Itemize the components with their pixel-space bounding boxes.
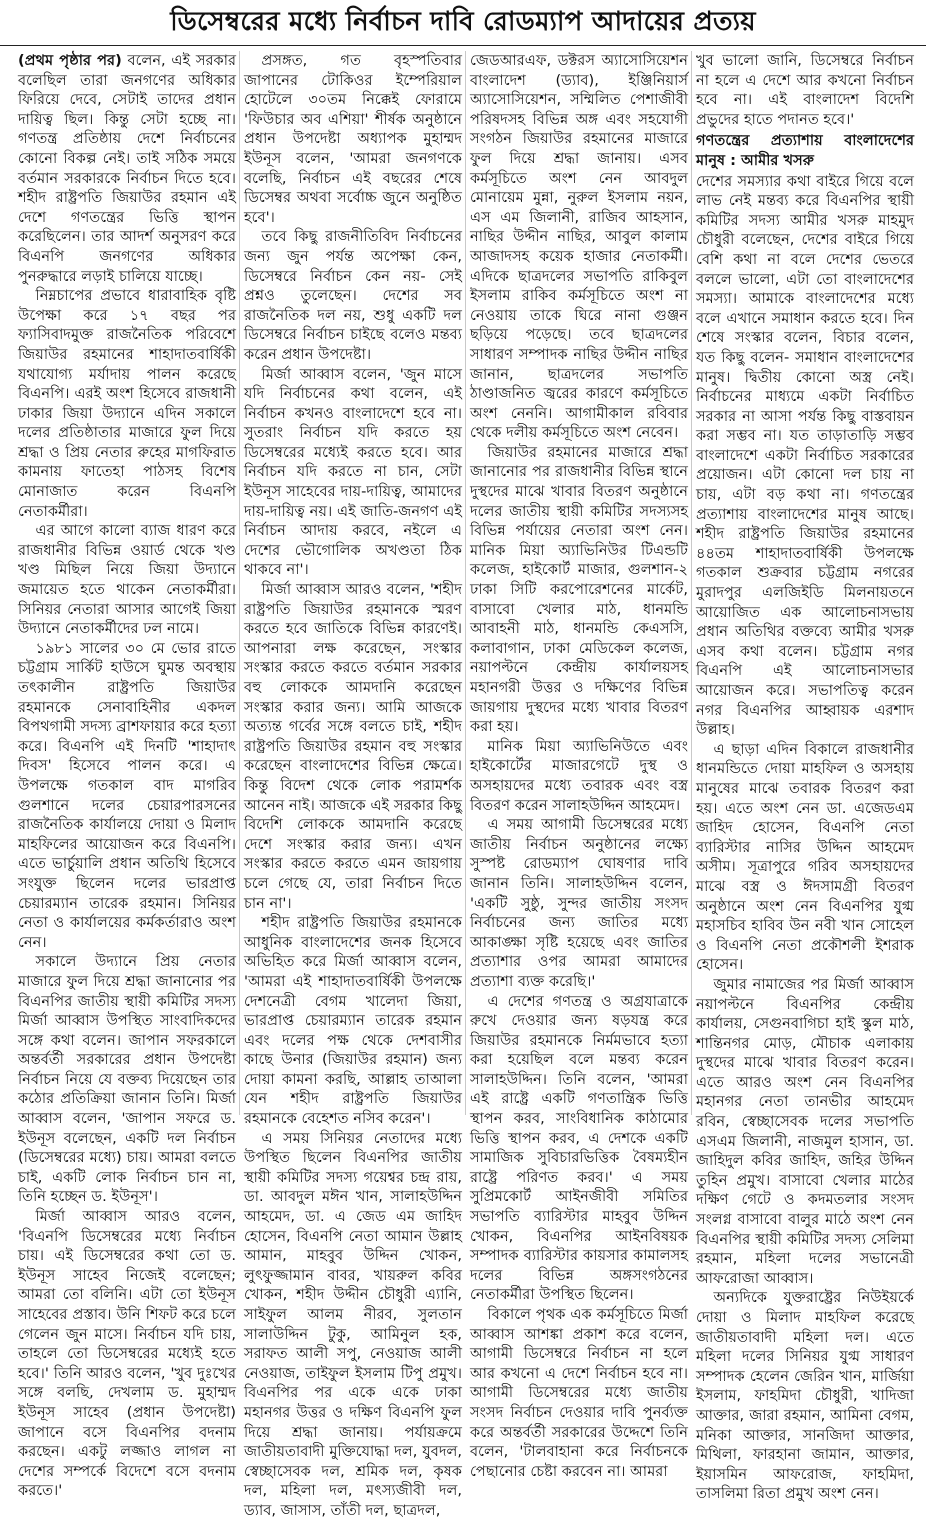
headline-bar <box>0 0 926 46</box>
article-paragraph: এ ছাড়া এদিন বিকালে রাজধানীর ধানমন্ডিতে দোয়া মাহফিল ও অসহায় মানুষের মাঝে তবারক বিতরণ করা হয়। এতে অংশ নেন ডা. এজেডএম জাহিদ হোসেন, বিএনপি নেতা ব্যারিস্টার নাসির উদ্দিন আহমেদ অসীম। সূত্রাপুরে গরিব অসহায়দের মাঝে বস্ত্র ও ঈদসামগ্রী বিতরণ অনুষ্ঠানে অংশ নেন বিএনপির যুগ্ম মহাসচিব হাবিব উন নবী খান সোহেল ও বিএনপি নেতা প্রকৌশলী ইশরাক হোসেন। <box>696 740 914 974</box>
article-paragraph: মির্জা আব্বাস আরও বলেন, 'বিএনপি ডিসেম্বরের মধ্যে নির্বাচন চায়। এই ডিসেম্বরের কথা তো ড. ইউনূস সাহেব নিজেই বলেছেন; আমরা তো বলিনি। এটা তো ইউনূস সাহেবের প্রস্তাব। উনি শিফট করে চলে গেলেন জুন মাসে। নির্বাচন যদি চায়, তাহলে তো ডিসেম্বরের মধ্যেই হতে হবে।' তিনি আরও বলেন, 'খুব দুঃখের সঙ্গে বলছি, দেখলাম ড. মুহাম্মদ ইউনূস সাহেব (প্রধান উপদেষ্টা) জাপানে বসে বিএনপির বদনাম করছেন। একটু লজ্জাও লাগল না দেশের সম্পর্কে বিদেশে বসে বদনাম করতে।' <box>18 1208 236 1500</box>
article-column-3 <box>470 51 688 1480</box>
article-paragraph: ১৯৮১ সালের ৩০ মে ভোর রাতে চট্টগ্রাম সার্কিট হাউসে ঘুমন্ত অবস্থায় তৎকালীন রাষ্ট্রপতি জিয়াউর রহমানকে সেনাবাহিনীর একদল বিপথগামী সদস্য ব্রাশফায়ার করে হত্যা করে। বিএনপি এই দিনটি 'শাহাদাৎ দিবস' হিসেবে পালন করে। এ উপলক্ষে গতকাল বাদ মাগরিব গুলশানে দলের চেয়ারপারসনের রাজনৈতিক কার্যালয়ে দোয়া ও মিলাদ মাহফিলের আয়োজন করে বিএনপি। এতে ভার্চুয়ালি প্রধান অতিথি হিসেবে সংযুক্ত ছিলেন দলের ভারপ্রাপ্ত চেয়ারম্যান তারেক রহমান। সিনিয়র নেতা ও কার্যালয়ের কর্মকর্তারাও অংশ নেন। <box>18 639 236 951</box>
article-paragraph: তবে কিছু রাজনীতিবিদ নির্বাচনের জন্য জুন পর্যন্ত অপেক্ষা কেন, ডিসেম্বরে নির্বাচন কেন নয়- সেই প্রশ্নও তুলেছেন। দেশের সব রাজনৈতিক দল নয়, শুধু একটি দল ডিসেম্বরে নির্বাচন চাইছে বলেও মন্তব্য করেন প্রধান উপদেষ্টা। <box>244 228 462 363</box>
article-body <box>18 51 914 1519</box>
article-paragraph: বিকালে পৃথক এক কর্মসূচিতে মির্জা আব্বাস আশঙ্কা প্রকাশ করে বলেন, আগামী ডিসেম্বরে নির্বাচন না হলে আর কখনো এ দেশে নির্বাচন হবে না। আগামী ডিসেম্বরের মধ্যে জাতীয় সংসদ নির্বাচন দেওয়ার দাবি পুনর্ব্যক্ত করে অন্তর্বর্তী সরকারের উদ্দেশে তিনি বলেন, 'টালবাহানা করে নির্বাচনকে পেছানোর চেষ্টা করবেন না। আমরা <box>470 1306 688 1480</box>
article-paragraph: শহীদ রাষ্ট্রপতি জিয়াউর রহমানকে আধুনিক বাংলাদেশের জনক হিসেবে অভিহিত করে মির্জা আব্বাস বলেন, 'আমরা এই শাহাদাতবার্ষিকী উপলক্ষে দেশনেত্রী বেগম খালেদা জিয়া, ভারপ্রাপ্ত চেয়ারম্যান তারেক রহমান এবং দলের পক্ষ থেকে দেশবাসীর কাছে উনার (জিয়াউর রহমান) জন্য দোয়া কামনা করছি, আল্লাহ তাআলা যেন শহীদ রাষ্ট্রপতি জিয়াউর রহমানকে বেহেশত নসিব করেন'। <box>244 914 462 1128</box>
continuation-label: (প্রথম পৃষ্ঠার পর) <box>18 52 122 69</box>
article-column-1 <box>18 51 236 1500</box>
article-paragraph: জেডআরএফ, ডক্টরস অ্যাসোসিয়েশন বাংলাদেশ (ড্যাব), ইঞ্জিনিয়ার্স অ্যাসোসিয়েশন, সম্মিলিত পেশাজীবী পরিষদসহ বিভিন্ন অঙ্গ এবং সহযোগী সংগঠন জিয়াউর রহমানের মাজারে ফুল দিয়ে শ্রদ্ধা জানায়। এসব কর্মসূচিতে অংশ নেন আবদুল মোনায়েম মুন্না, নুরুল ইসলাম নয়ন, এস এম জিলানী, রাজিব আহসান, নাছির উদ্দীন নাছির, আবুল কালাম আজাদসহ কয়েক হাজার নেতাকর্মী। এদিকে ছাত্রদলের সভাপতি রাকিবুল ইসলাম রাকিব কর্মসূচিতে অংশ না নেওয়ায় তাকে ঘিরে নানা গুঞ্জন ছড়িয়ে পড়েছে। তবে ছাত্রদলের সাধারণ সম্পাদক নাছির উদ্দীন নাছির জানান, ছাত্রদলের সভাপতি ঠাণ্ডাজনিত জ্বরের কারণে কর্মসূচিতে অংশ নেননি। আগামীকাল রবিবার থেকে দলীয় কর্মসূচিতে অংশ নেবেন। <box>470 52 688 442</box>
article-paragraph: এ দেশের গণতন্ত্র ও অগ্রযাত্রাকে রুখে দেওয়ার জন্য ষড়যন্ত্র করে জিয়াউর রহমানকে নির্মমভাবে হত্যা করা হয়েছিল বলে মন্তব্য করেন সালাহউদ্দিন। তিনি বলেন, 'আমরা এই রাষ্ট্রে একটি গণতান্ত্রিক ভিত্তি স্থাপন করব, সাংবিধানিক কাঠামোর ভিত্তি স্থাপন করব, এ দেশকে একটি সামাজিক সুবিচারভিত্তিক বৈষম্যহীন রাষ্ট্রে পরিণত করব।' এ সময় সুপ্রিমকোর্ট আইনজীবী সমিতির সভাপতি ব্যারিস্টার মাহবুব উদ্দিন খোকন, বিএনপির আইনবিষয়ক সম্পাদক ব্যারিস্টার কায়সার কামালসহ দলের বিভিন্ন অঙ্গসংগঠনের নেতাকর্মীরা উপস্থিত ছিলেন। <box>470 992 688 1304</box>
article-paragraph: মানিক মিয়া অ্যাভিনিউতে এবং হাইকোর্টের মাজারগেটে দুস্থ ও অসহায়দের মধ্যে তবারক এবং বস্ত্র বিতরণ করেন সালাহউদ্দিন আহমেদ। <box>470 737 688 814</box>
article-paragraph: এ সময় আগামী ডিসেম্বরের মধ্যে জাতীয় নির্বাচন অনুষ্ঠানের লক্ষ্যে সুস্পষ্ট রোডম্যাপ ঘোষণার দাবি জানান তিনি। সালাহউদ্দিন বলেন, 'একটি সুষ্ঠু, সুন্দর জাতীয় সংসদ নির্বাচনের জন্য জাতির মধ্যে আকাঙ্ক্ষা সৃষ্টি হয়েছে এবং জাতির প্রত্যাশার ওপর আমরা আমাদের প্রত্যাশা ব্যক্ত করেছি।' <box>470 816 688 990</box>
article-paragraph-text: বলেন, এই সরকার বলেছিল তারা জনগণের অধিকার ফিরিয়ে দেবে, সেটাই তাদের প্রধান দায়িত্ব ছিল। কিন্তু সেটা হচ্ছে না। গণতন্ত্র প্রতিষ্ঠায় দেশে নির্বাচনের কোনো বিকল্প নেই। তাই সঠিক সময়ে বর্তমান সরকারকে নির্বাচন দিতে হবে। শহীদ রাষ্ট্রপতি জিয়াউর রহমান এই দেশে গণতন্ত্রের ভিত্তি স্থাপন করেছিলেন। তার আদর্শ অনুসরণ করে বিএনপি জনগণের অধিকার পুনরুদ্ধারে লড়াই চালিয়ে যাচ্ছে। <box>18 52 236 285</box>
article-paragraph: অন্যদিকে যুক্তরাষ্ট্রের নিউইয়র্কে দোয়া ও মিলাদ মাহফিল করেছে জাতীয়তাবাদী মহিলা দল। এতে মহিলা দলের সিনিয়র যুগ্ম সাধারণ সম্পাদক হেলেন জেরিন খান, মার্জিয়া ইসলাম, ফাহমিদা চৌধুরী, খাদিজা আক্তার, জারা রহমান, আমিনা বেগম, মনিকা আক্তার, সানজিদা আক্তার, মিথিলা, ফারহানা জামান, আক্তার, ইয়াসমিন আফরোজ, ফাহমিদা, তাসলিমা রিতা প্রমুখ অংশ নেন। <box>696 1289 914 1503</box>
article-paragraph: এ সময় সিনিয়র নেতাদের মধ্যে উপস্থিত ছিলেন বিএনপির জাতীয় স্থায়ী কমিটির সদস্য গয়েশ্বর চন্দ্র রায়, ডা. আবদুল মঈন খান, সালাহউদ্দিন আহমেদ, ডা. এ জেড এম জাহিদ হোসেন, বিএনপি নেতা আমান উল্লাহ আমান, মাহবুব উদ্দিন খোকন, লুৎফুজ্জামান বাবর, খায়রুল কবির খোকন, শহীদ উদ্দীন চৌধুরী এ্যানি, সাইফুল আলম নীরব, সুলতান সালাউদ্দিন টুকু, আমিনুল হক, সরাফত আলী সপু, নেওয়াজ আলী নেওয়াজ, তাইফুল ইসলাম টিপু প্রমুখ। বিএনপির পর একে একে ঢাকা মহানগর উত্তর ও দক্ষিণ বিএনপি ফুল দিয়ে শ্রদ্ধা জানায়। পর্যায়ক্রমে জাতীয়তাবাদী মুক্তিযোদ্ধা দল, যুবদল, স্বেচ্ছাসেবক দল, শ্রমিক দল, কৃষক দল, মহিলা দল, মৎস্যজীবী দল, ড্যাব, জাসাস, তাঁতী দল, ছাত্রদল, <box>244 1129 462 1519</box>
headline: ডিসেম্বরের মধ্যে নির্বাচন দাবি রোডম্যাপ আদায়ের প্রত্যয় <box>170 6 756 37</box>
article-paragraph: প্রসঙ্গত, গত বৃহস্পতিবার জাপানের টোকিওর ইম্পেরিয়াল হোটেলে ৩০তম নিক্কেই ফোরামে 'ফিউচার অব এশিয়া' শীর্ষক অনুষ্ঠানে প্রধান উপদেষ্টা অধ্যাপক মুহাম্মদ ইউনূস বলেন, 'আমরা জনগণকে বলেছি, নির্বাচন এই বছরের শেষে ডিসেম্বর অথবা সর্বোচ্চ জুনে অনুষ্ঠিত হবে'। <box>244 52 462 226</box>
article-paragraph: দেশের সমস্যার কথা বাইরে গিয়ে বলে লাভ নেই মন্তব্য করে বিএনপির স্থায়ী কমিটির সদস্য আমীর খসরু মাহমুদ চৌধুরী বলেছেন, দেশের বাইরে গিয়ে বেশি কথা না বলে দেশের ভেতরে বললে ভালো, এটা তো বাংলাদেশের সমস্যা। আমাকে বাংলাদেশের মধ্যে বলে এখানে সমাধান করতে হবে। দিন শেষে সংস্কার বলেন, বিচার বলেন, যত কিছু বলেন- সমাধান বাংলাদেশের মানুষ। দ্বিতীয় কোনো অস্ত্র নেই। নির্বাচনের মাধ্যমে একটা নির্বাচিত সরকার না আসা পর্যন্ত কিছু বাস্তবায়ন করা সম্ভব না। যত তাড়াতাড়ি সম্ভব বাংলাদেশে একটা নির্বাচিত সরকারের প্রয়োজন। এটা কোনো দল চায় না চায়, এটা বড় কথা না। গণতন্ত্রের প্রত্যাশায় বাংলাদেশের মানুষ আছে। শহীদ রাষ্ট্রপতি জিয়াউর রহমানের ৪৪তম শাহাদাতবার্ষিকী উপলক্ষে গতকাল শুক্রবার চট্টগ্রাম নগরের মুরাদপুর এলজিইডি মিলনায়তনে আয়োজিত এক আলোচনাসভায় প্রধান অতিথির বক্তব্যে আমীর খসরু এসব কথা বলেন। চট্টগ্রাম নগর বিএনপি এই আলোচনাসভার আয়োজন করে। সভাপতিত্ব করেন নগর বিএনপির আহ্বায়ক এরশাদ উল্লাহ। <box>696 172 914 739</box>
article-paragraph: খুব ভালো জানি, ডিসেম্বরে নির্বাচন না হলে এ দেশে আর কখনো নির্বাচন হবে না। এই বাংলাদেশ বিদেশি প্রভুদের হাতে পদানত হবে।' <box>696 52 914 128</box>
article-paragraph: জিয়াউর রহমানের মাজারে শ্রদ্ধা জানানোর পর রাজধানীর বিভিন্ন স্থানে দুস্থদের মাঝে খাবার বিতরণ অনুষ্ঠানে দলের জাতীয় স্থায়ী কমিটির সদস্যসহ বিভিন্ন পর্যায়ের নেতারা অংশ নেন। মানিক মিয়া অ্যাভিনিউর টিএন্ডটি কলেজ, হাইকোর্ট মাজার, গুলশান-২ ঢাকা সিটি করপোরেশনের মার্কেট, বাসাবো খেলার মাঠ, ধানমন্ডি আবাহনী মাঠ, ধানমন্ডি কেএসসি, কলাবাগান, ঢাকা মেডিকেল কলেজ, নয়াপল্টনে কেন্দ্রীয় কার্যালয়সহ মহানগরী উত্তর ও দক্ষিণের বিভিন্ন জায়গায় দুস্থদের মধ্যে খাবার বিতরণ করা হয়। <box>470 443 688 736</box>
article-column-4 <box>696 51 914 1503</box>
article-paragraph: সকালে উদ্যানে প্রিয় নেতার মাজারে ফুল দিয়ে শ্রদ্ধা জানানোর পর বিএনপির জাতীয় স্থায়ী কমিটির সদস্য মির্জা আব্বাস উপস্থিত সাংবাদিকদের সঙ্গে কথা বলেন। জাপান সফরকালে অন্তর্বর্তী সরকারের প্রধান উপদেষ্টা নির্বাচন নিয়ে যে বক্তব্য দিয়েছেন তার কঠোর প্রতিক্রিয়া জানান তিনি। মির্জা আব্বাস বলেন, 'জাপান সফরে ড. ইউনূস বলেছেন, একটি দল নির্বাচন (ডিসেম্বরের মধ্যে) চায়। আমরা বলতে চাই, একটি লোক নির্বাচন চান না, তিনি হচ্ছেন ড. ইউনূস'। <box>18 953 236 1206</box>
article-paragraph <box>18 51 236 286</box>
article-column-2 <box>244 51 462 1519</box>
article-paragraph: জুমার নামাজের পর মির্জা আব্বাস নয়াপল্টনে বিএনপির কেন্দ্রীয় কার্যালয়, সেগুনবাগিচা হাই স্কুল মাঠ, শান্তিনগর মোড়, মৌচাক এলাকায় দুস্থদের মাঝে খাবার বিতরণ করেন। এতে আরও অংশ নেন বিএনপির মহানগর নেতা তানভীর আহমেদ রবিন, স্বেচ্ছাসেবক দলের সভাপতি এসএম জিলানী, নাজমুল হাসান, ডা. জাহিদুল কবির জাহিদ, জহির উদ্দিন তুহিন প্রমুখ। বাসাবো খেলার মাঠের দক্ষিণ গেটে ও কদমতলার সংসদ সংলগ্ন বাসাবো বালুর মাঠে অংশ নেন বিএনপির স্থায়ী কমিটির সদস্য সেলিমা রহমান, মহিলা দলের সভানেত্রী আফরোজা আব্বাস। <box>696 975 914 1287</box>
article-paragraph: এর আগে কালো ব্যাজ ধারণ করে রাজধানীর বিভিন্ন ওয়ার্ড থেকে খণ্ড খণ্ড মিছিল নিয়ে জিয়া উদ্যানে জমায়েত হতে থাকেন নেতাকর্মীরা। সিনিয়র নেতারা আসার আগেই জিয়া উদ্যানে নেতাকর্মীদের ঢল নামে। <box>18 522 236 638</box>
subheading: গণতন্ত্রের প্রত্যাশায় বাংলাদেশের মানুষ : আমীর খসরু <box>696 132 914 169</box>
article-paragraph: মির্জা আব্বাস আরও বলেন, 'শহীদ রাষ্ট্রপতি জিয়াউর রহমানকে স্মরণ করতে হবে জাতিকে বিভিন্ন কারণেই। আপনারা লক্ষ করেছেন, সংস্কার সংস্কার করতে করতে বর্তমান সরকার বহু লোককে আমদানি করেছেন সংস্কার করার জন্য। আমি আজকে অত্যন্ত গর্বের সঙ্গে বলতে চাই, শহীদ রাষ্ট্রপতি জিয়াউর রহমান বহু সংস্কার করেছেন বাংলাদেশের বিভিন্ন ক্ষেত্রে। কিন্তু বিদেশ থেকে লোক পরামর্শক আনেন নাই। আজকে এই সরকার কিছু বিদেশি লোককে আমদানি করেছে দেশে সংস্কার করার জন্য। এখন সংস্কার করতে করতে এমন জায়গায় চলে গেছে যে, তারা নির্বাচন দিতে চান না'। <box>244 581 462 912</box>
article-paragraph: নিম্নচাপের প্রভাবে ধারাবাহিক বৃষ্টি উপেক্ষা করে ১৭ বছর পর ফ্যাসিবাদমুক্ত রাজনৈতিক পরিবেশে জিয়াউর রহমানের শাহাদাতবার্ষিকী যথাযোগ্য মর্যাদায় পালন করেছে বিএনপি। এরই অংশ হিসেবে রাজধানী ঢাকার জিয়া উদ্যানে এদিন সকালে দলের প্রতিষ্ঠাতার মাজারে ফুল দিয়ে শ্রদ্ধা ও প্রিয় নেতার রুহের মাগফিরাত কামনায় ফাতেহা পাঠসহ বিশেষ মোনাজাত করেন বিএনপি নেতাকর্মীরা। <box>18 287 236 520</box>
article-paragraph: মির্জা আব্বাস বলেন, 'জুন মাসে যদি নির্বাচনের কথা বলেন, এই নির্বাচন কখনও বাংলাদেশে হবে না। সুতরাং নির্বাচন যদি করতে হয় ডিসেম্বরের মধ্যেই করতে হবে। আর নির্বাচন যদি করতে না চান, সেটা ইউনূস সাহেবের দায়-দায়িত্ব, আমাদের দায়-দায়িত্ব নয়। এই জাতি-জনগণ এই নির্বাচন আদায় করবে, নইলে এ দেশের ভৌগোলিক অখণ্ডতা ঠিক থাকবে না'। <box>244 365 462 579</box>
